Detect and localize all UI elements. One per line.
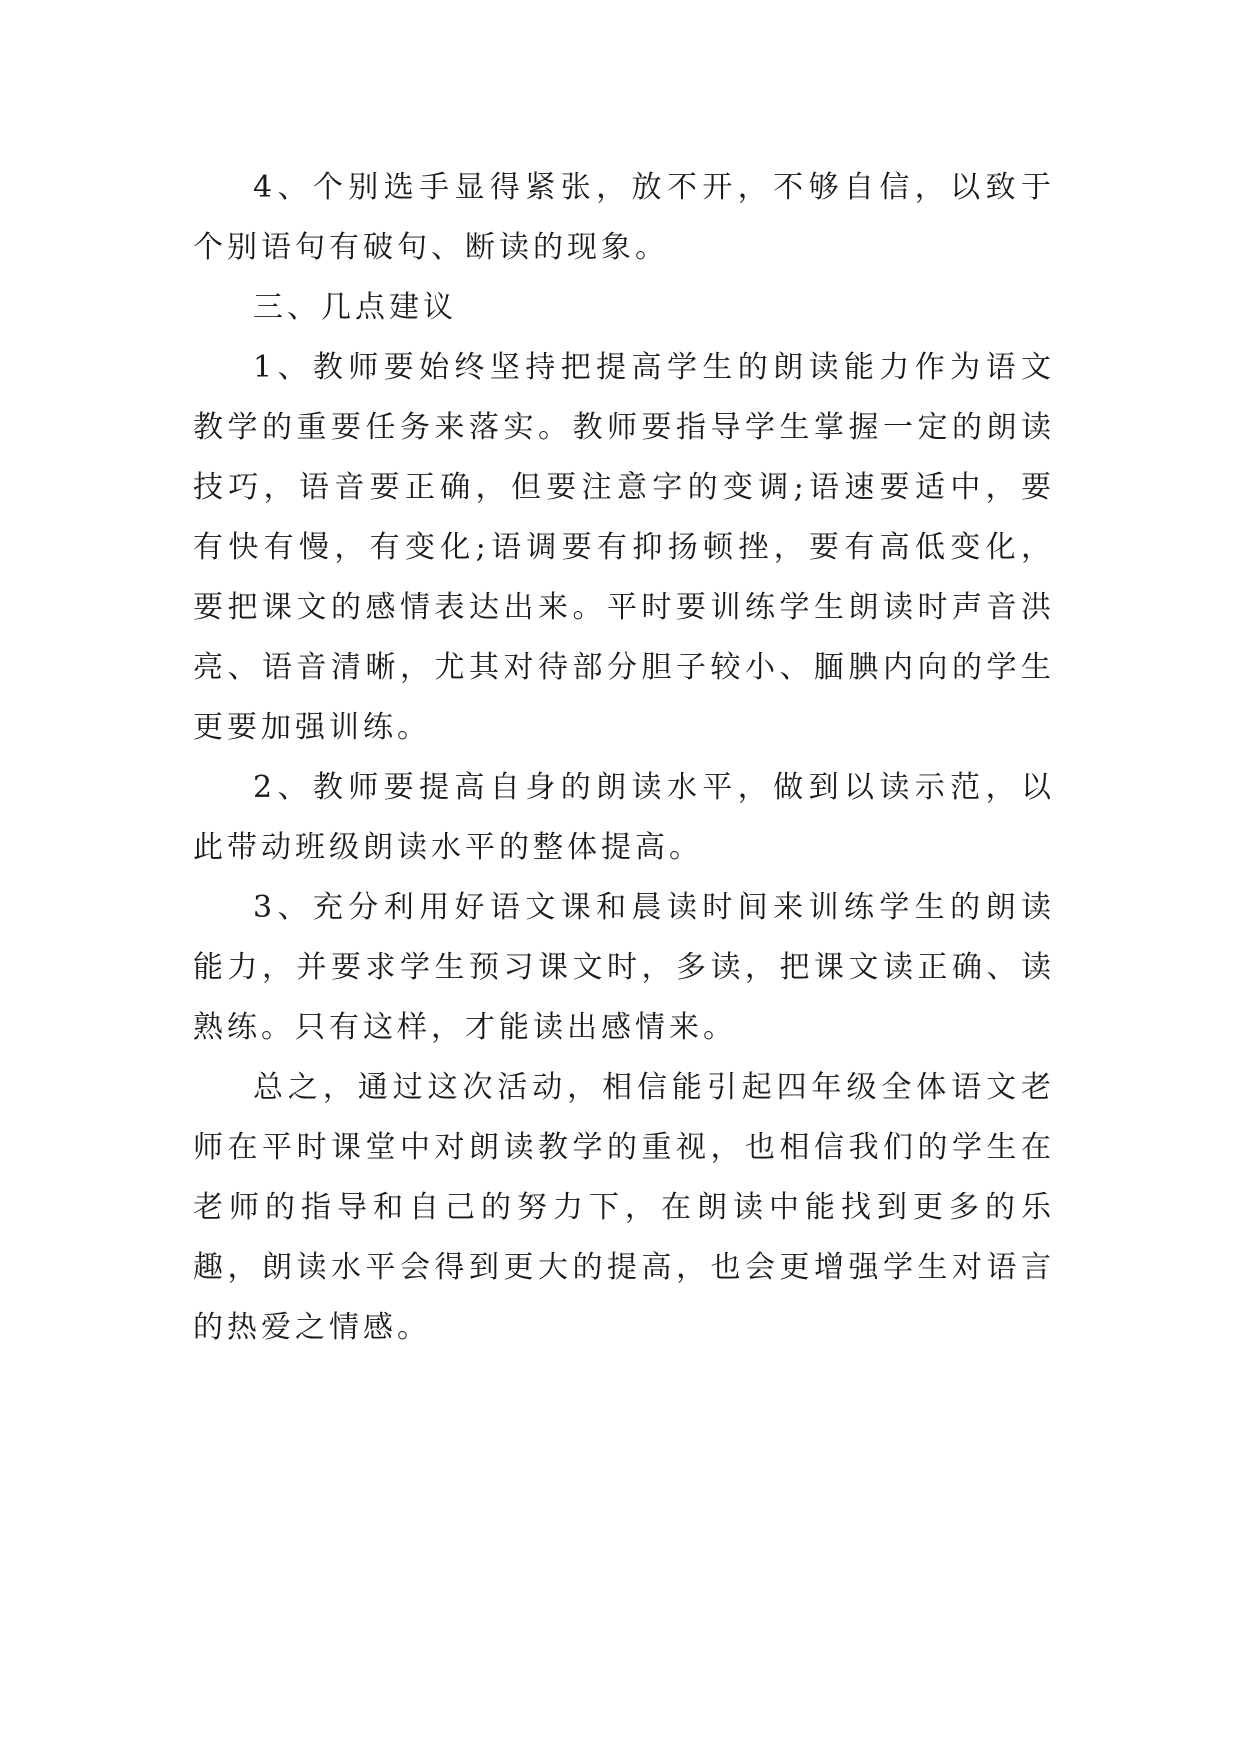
paragraph-conclusion: 总之，通过这次活动，相信能引起四年级全体语文老师在平时课堂中对朗读教学的重视，也相信我们的学生在老师的指导和自己的努力下，在朗读中能找到更多的乐趣，朗读水平会得到更大的提高，也会更增强学生对语言的热爱之情感。 (193, 1070, 1055, 1345)
paragraph-suggestion-3: 3、充分利用好语文课和晨读时间来训练学生的朗读能力，并要求学生预习课文时，多读，把课文读正确、读熟练。只有这样，才能读出感情来。 (193, 890, 1055, 1045)
paragraph-suggestion-2: 2、教师要提高自身的朗读水平，做到以读示范，以此带动班级朗读水平的整体提高。 (193, 770, 1055, 865)
document-body (193, 158, 1055, 1358)
paragraph-point-4: 4、个别选手显得紧张，放不开，不够自信，以致于个别语句有破句、断读的现象。 (193, 170, 1055, 265)
paragraph-suggestion-1: 1、教师要始终坚持把提高学生的朗读能力作为语文教学的重要任务来落实。教师要指导学生掌握一定的朗读技巧，语音要正确，但要注意字的变调;语速要适中，要有快有慢，有变化;语调要有抑扬顿挫，要有高低变化，要把课文的感情表达出来。平时要训练学生朗读时声音洪亮、语音清晰，尤其对待部分胆子较小、腼腆内向的学生更要加强训练。 (193, 350, 1055, 745)
section-heading-suggestions: 三、几点建议 (253, 290, 457, 325)
